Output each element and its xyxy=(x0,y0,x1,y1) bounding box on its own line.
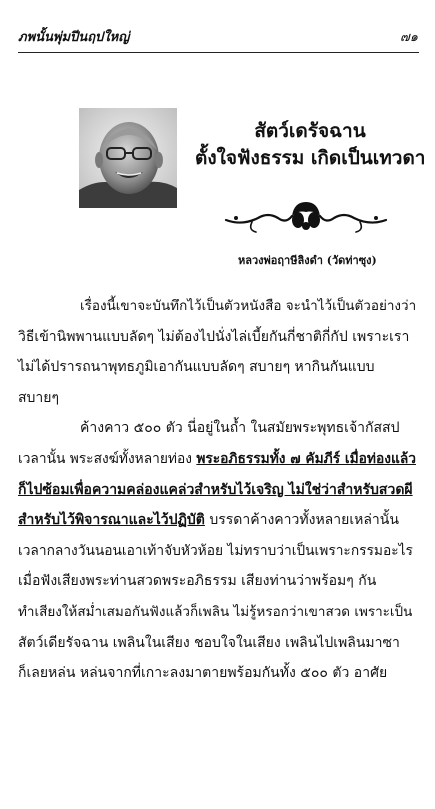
decorative-flourish-icon xyxy=(222,196,390,236)
text-line: เวลากลางวันนอนเอาเท้าจับหัวห้อย ไม่ทราบว่าเป็นเพราะกรรมอะไร xyxy=(18,542,413,559)
underlined-text: สำหรับไว้พิจารณาและไว้ปฏิบัติ xyxy=(18,512,205,529)
text-line xyxy=(18,444,418,475)
text-line: สัตว์เดียรัจฉาน เพลินในเสียง ชอบใจในเสียง เพลินไปเพลินมาซา xyxy=(18,634,400,651)
text-line xyxy=(18,475,418,506)
story-title-line-1: สัตว์เดรัจฉาน xyxy=(254,120,366,142)
photo-caption: หลวงพ่อฤาษีลิงดำ (วัดท่าซุง) xyxy=(238,254,377,267)
story-title xyxy=(195,118,425,172)
text-line: ค้างคาว ๕๐๐ ตัว นี่อยู่ในถ้ำ ในสมัยพระพุทธเจ้ากัสสป xyxy=(80,420,400,437)
header-rule xyxy=(18,52,419,53)
text-line: ไม่ได้ปรารถนาพุทธภูมิเอากันแบบลัดๆ สบายๆ หากินกันแบบ xyxy=(18,359,375,376)
running-header xyxy=(18,26,418,46)
text-run: เวลานั้น พระสงฆ์ทั้งหลายท่อง xyxy=(18,450,197,467)
text-line: เรื่องนี้เขาจะบันทึกไว้เป็นตัวหนังสือ จะนำไว้เป็นตัวอย่างว่า xyxy=(80,298,417,314)
underlined-text: พระอภิธรรมทั้ง ๗ คัมภีร์ เมื่อท่องแล้ว xyxy=(196,450,416,467)
text-run: บรรดาค้างคาวทั้งหลายเหล่านั้น xyxy=(204,512,399,529)
text-line: ทำเสียงให้สม่ำเสมอกันฟังแล้วก็เพลิน ไม่รู้หรอกว่าเขาสวด เพราะเป็น xyxy=(18,603,413,620)
story-title-line-2: ตั้งใจฟังธรรม เกิดเป็นเทวดา xyxy=(195,147,426,169)
underlined-text: ก็ไปซ้อมเพื่อความคล่องแคล่วสำหรับไว้เจริญ ไม่ใช่ว่าสำหรับสวดผี xyxy=(18,481,413,498)
monk-portrait-photo xyxy=(79,108,177,208)
page-number: ๗๑ xyxy=(399,30,418,45)
text-line: ก็เลยหล่น หล่นจากที่เกาะลงมาตายพร้อมกันทั้ง ๕๐๐ ตัว อาศัย xyxy=(18,665,388,682)
text-line xyxy=(18,505,418,536)
text-line: สบายๆ xyxy=(18,389,60,406)
body-text xyxy=(18,291,418,689)
text-line: เมื่อฟังเสียงพระท่านสวดพระอภิธรรม เสียงท่านว่าพร้อมๆ กัน xyxy=(18,573,377,590)
running-title: ภพนั้นพุ่มปีนฤปใหญ่ xyxy=(18,30,130,45)
text-line: วิธีเข้านิพพานแบบลัดๆ ไม่ต้องไปนั่งไล่เบี้ยกันกี่ชาติกี่กัป เพราะเรา xyxy=(18,328,410,345)
